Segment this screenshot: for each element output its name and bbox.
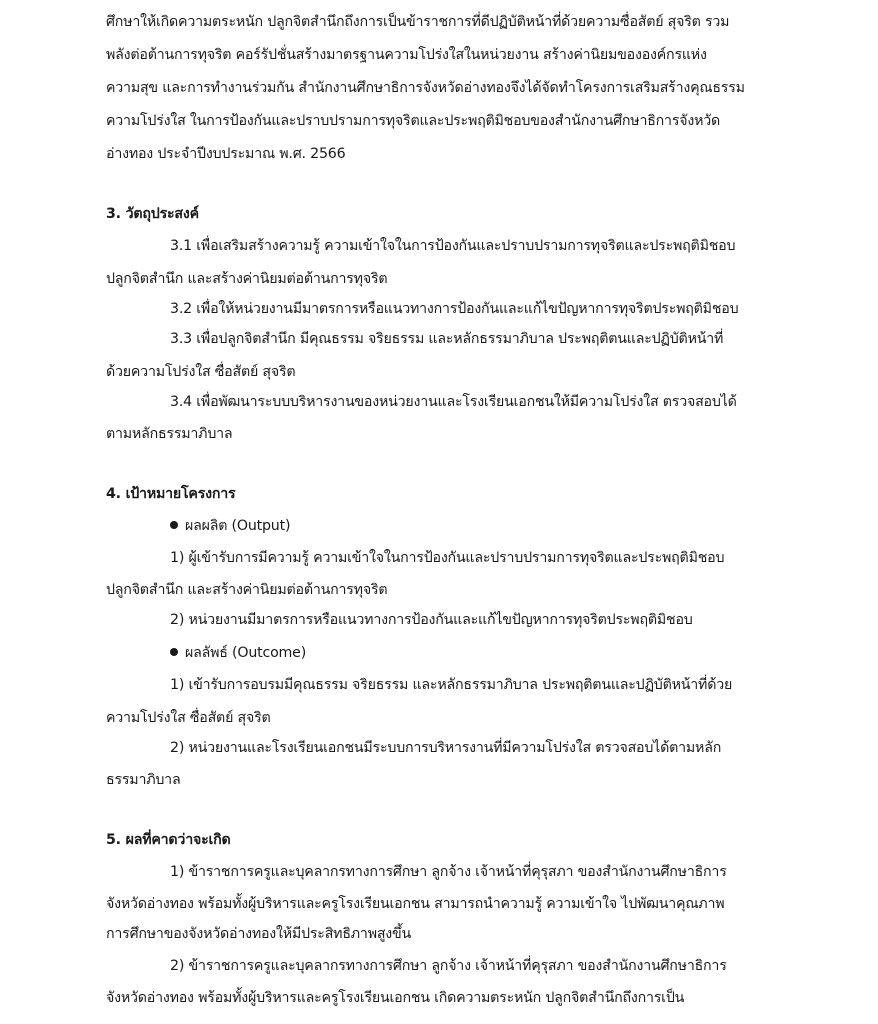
intro-line-3: ความสุข และการทำงานร่วมกัน สำนักงานศึกษาธิการจังหวัดอ่างทองจึงได้จัดทำโครงการเสริมสร้างคุณธรรม bbox=[106, 80, 745, 96]
section-5-heading: 5. ผลที่คาดว่าจะเกิด bbox=[106, 832, 231, 848]
section-4-heading: 4. เป้าหมายโครงการ bbox=[106, 486, 236, 502]
intro-line-5: อ่างทอง ประจำปีงบประมาณ พ.ศ. 2566 bbox=[106, 146, 346, 162]
objective-1-line-2: ปลูกจิตสำนึก และสร้างค่านิยมต่อต้านการทุจริต bbox=[106, 271, 388, 287]
expected-2-line-2: จังหวัดอ่างทอง พร้อมทั้งผู้บริหารและครูโรงเรียนเอกชน เกิดความตระหนัก ปลูกจิตสำนึกถึงการเป็น bbox=[106, 990, 685, 1006]
intro-line-4: ความโปร่งใส ในการป้องกันและปราบปรามการทุจริตและประพฤติมิชอบของสำนักงานศึกษาธิการจังหวัด bbox=[106, 113, 721, 129]
intro-line-2: พลังต่อต้านการทุจริต คอร์รัปชั่นสร้างมาตรฐานความโปร่งใสในหน่วยงาน สร้างค่านิยมขององค์กรแห่ง bbox=[106, 47, 707, 63]
output-1-line-1: 1) ผู้เข้ารับการมีความรู้ ความเข้าใจในการป้องกันและปราบปรามการทุจริตและประพฤติมิชอบ bbox=[170, 550, 725, 566]
bullet-icon bbox=[170, 648, 178, 656]
expected-1-line-3: การศึกษาของจังหวัดอ่างทองให้มีประสิทธิภาพสูงขึ้น bbox=[106, 926, 412, 942]
output-1-line-2: ปลูกจิตสำนึก และสร้างค่านิยมต่อต้านการทุจริต bbox=[106, 582, 388, 598]
outcome-2-line-2: ธรรมาภิบาล bbox=[106, 772, 181, 788]
objective-2-line-1: 3.2 เพื่อให้หน่วยงานมีมาตรการหรือแนวทางการป้องกันและแก้ไขปัญหาการทุจริตประพฤติมิชอบ bbox=[170, 301, 739, 317]
outcome-1-line-1: 1) เข้ารับการอบรมมีคุณธรรม จริยธรรม และหลักธรรมาภิบาล ประพฤติตนและปฏิบัติหน้าที่ด้วย bbox=[170, 677, 733, 693]
output-label: ผลผลิต (Output) bbox=[185, 518, 291, 534]
expected-1-line-2: จังหวัดอ่างทอง พร้อมทั้งผู้บริหารและครูโรงเรียนเอกชน สามารถนำความรู้ ความเข้าใจ ไปพัฒนาคุณภาพ bbox=[106, 896, 725, 912]
outcome-1-line-2: ความโปร่งใส ซื่อสัตย์ สุจริต bbox=[106, 710, 271, 726]
objective-1-line-1: 3.1 เพื่อเสริมสร้างความรู้ ความเข้าใจในการป้องกันและปราบปรามการทุจริตและประพฤติมิชอบ bbox=[170, 238, 736, 254]
objective-4-line-2: ตามหลักธรรมาภิบาล bbox=[106, 426, 233, 442]
bullet-icon bbox=[170, 521, 178, 529]
objective-3-line-1: 3.3 เพื่อปลูกจิตสำนึก มีคุณธรรม จริยธรรม และหลักธรรมาภิบาล ประพฤติตนและปฏิบัติหน้าที่ bbox=[170, 331, 724, 347]
outcome-label: ผลลัพธ์ (Outcome) bbox=[185, 645, 307, 661]
section-3-heading: 3. วัตถุประสงค์ bbox=[106, 206, 199, 222]
outcome-2-line-1: 2) หน่วยงานและโรงเรียนเอกชนมีระบบการบริหารงานที่มีความโปร่งใส ตรวจสอบได้ตามหลัก bbox=[170, 740, 722, 756]
output-2-line-1: 2) หน่วยงานมีมาตรการหรือแนวทางการป้องกันและแก้ไขปัญหาการทุจริตประพฤติมิชอบ bbox=[170, 612, 693, 628]
objective-4-line-1: 3.4 เพื่อพัฒนาระบบบริหารงานของหน่วยงานและโรงเรียนเอกชนให้มีความโปร่งใส ตรวจสอบได้ bbox=[170, 394, 737, 410]
expected-1-line-1: 1) ข้าราชการครูและบุคลากรทางการศึกษา ลูกจ้าง เจ้าหน้าที่คุรุสภา ของสำนักงานศึกษาธิการ bbox=[170, 864, 727, 880]
intro-line-1: ศึกษาให้เกิดความตระหนัก ปลูกจิตสำนึกถึงการเป็นข้าราชการที่ดีปฏิบัติหน้าที่ด้วยความซื่อสัตย์ สุจริต รวม bbox=[106, 14, 730, 30]
expected-2-line-1: 2) ข้าราชการครูและบุคลากรทางการศึกษา ลูกจ้าง เจ้าหน้าที่คุรุสภา ของสำนักงานศึกษาธิการ bbox=[170, 958, 727, 974]
objective-3-line-2: ด้วยความโปร่งใส ซื่อสัตย์ สุจริต bbox=[106, 364, 296, 380]
